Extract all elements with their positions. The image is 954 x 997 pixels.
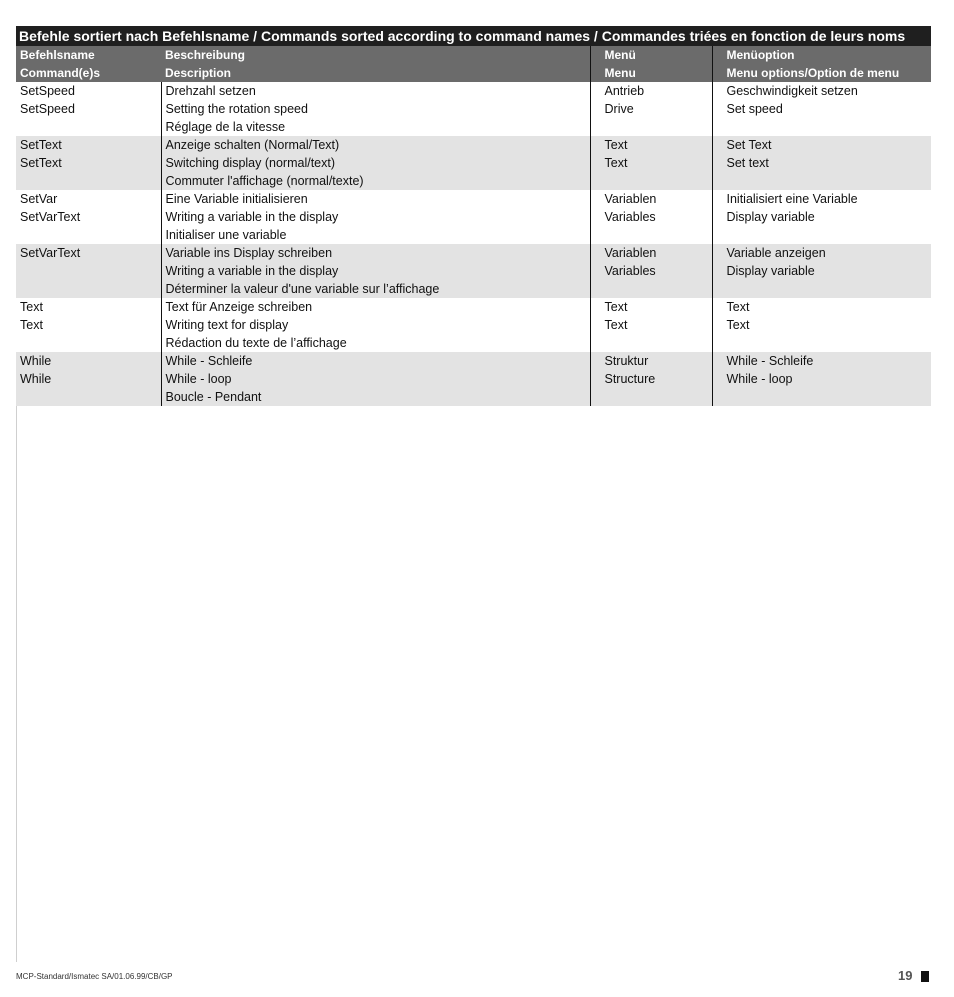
cell-line: Structure (604, 372, 656, 386)
cell-spacer (20, 280, 157, 298)
cell-line: SetVarText (20, 210, 81, 224)
cell-line: While - loop (165, 372, 232, 386)
table-header-row (16, 46, 931, 82)
cell-line: Text (604, 156, 628, 170)
cell-line: Text (604, 300, 628, 314)
header-line: Description (165, 66, 232, 80)
header-line: Befehlsname (20, 48, 95, 62)
header-description (161, 46, 590, 82)
cell-spacer (605, 334, 708, 352)
cell-line: Text (726, 300, 750, 314)
cell-spacer (727, 280, 928, 298)
page-number: 19 (898, 968, 913, 983)
cell-line: Struktur (604, 354, 649, 368)
cell-line: Geschwindigkeit setzen (726, 84, 858, 98)
cell-spacer (605, 226, 708, 244)
cell-line: While (20, 354, 52, 368)
cell-spacer (605, 118, 708, 136)
cell-spacer (605, 280, 708, 298)
cell-line: Text (604, 318, 628, 332)
cell-line: SetSpeed (20, 102, 75, 116)
menu-option-cell (712, 136, 931, 190)
cell-line: SetVarText (20, 246, 81, 260)
header-line: Menu options/Option de menu (726, 66, 900, 80)
cell-line: Text (20, 300, 43, 314)
table-row (16, 82, 931, 136)
cell-line: Variables (604, 210, 656, 224)
menu-cell (590, 82, 712, 136)
command-cell (16, 190, 161, 244)
cell-spacer (20, 226, 157, 244)
description-cell (161, 244, 590, 298)
cell-line: Set Text (726, 138, 772, 152)
cell-line: Commuter l'affichage (normal/texte) (165, 174, 364, 188)
document-reference: MCP-Standard/Ismatec SA/01.06.99/CB/GP (16, 972, 173, 981)
table-row (16, 136, 931, 190)
description-cell (161, 298, 590, 352)
cell-line: Display variable (726, 210, 815, 224)
menu-option-cell (712, 298, 931, 352)
cell-spacer (20, 118, 157, 136)
cell-line: Variable anzeigen (726, 246, 826, 260)
header-menu (590, 46, 712, 82)
cell-line: SetText (20, 138, 62, 152)
table-row (16, 298, 931, 352)
menu-cell (590, 244, 712, 298)
cell-line: Anzeige schalten (Normal/Text) (165, 138, 340, 152)
cell-line: While - loop (726, 372, 793, 386)
header-line: Menü (604, 48, 636, 62)
command-cell (16, 352, 161, 406)
menu-cell (590, 298, 712, 352)
cell-line: Text (604, 138, 628, 152)
page-marker-block (921, 971, 929, 982)
cell-line: SetVar (20, 192, 58, 206)
commands-table (16, 46, 931, 406)
description-cell (161, 136, 590, 190)
description-cell (161, 82, 590, 136)
header-menu-option (712, 46, 931, 82)
cell-spacer (727, 118, 928, 136)
cell-line: Set text (726, 156, 769, 170)
cell-line: Text für Anzeige schreiben (165, 300, 313, 314)
cell-line: Déterminer la valeur d'une variable sur l’affichage (165, 282, 440, 296)
header-line: Command(e)s (20, 66, 101, 80)
cell-line: Rédaction du texte de l’affichage (165, 336, 347, 350)
cell-line: Antrieb (604, 84, 645, 98)
cell-line: Drive (604, 102, 634, 116)
cell-line: While - Schleife (726, 354, 814, 368)
cell-spacer (20, 262, 157, 280)
cell-spacer (727, 334, 928, 352)
cell-spacer (20, 172, 157, 190)
cell-line: Text (20, 318, 43, 332)
cell-spacer (605, 388, 708, 406)
cell-line: Text (726, 318, 750, 332)
cell-line: Drehzahl setzen (165, 84, 256, 98)
cell-line: Set speed (726, 102, 783, 116)
cell-line: Variablen (604, 246, 657, 260)
table-title: Befehle sortiert nach Befehlsname / Commands sorted according to command names / Commandes triées en fonction de leurs noms (16, 26, 931, 46)
cell-line: While (20, 372, 52, 386)
cell-line: Boucle - Pendant (165, 390, 262, 404)
cell-line: SetSpeed (20, 84, 75, 98)
cell-spacer (605, 172, 708, 190)
header-line: Menu (604, 66, 636, 80)
cell-line: Setting the rotation speed (165, 102, 308, 116)
page-margin-rule (16, 406, 17, 962)
cell-line: Writing a variable in the display (165, 264, 339, 278)
table-row (16, 352, 931, 406)
cell-spacer (20, 388, 157, 406)
cell-line: Variables (604, 264, 656, 278)
table-row (16, 244, 931, 298)
cell-line: Writing text for display (165, 318, 289, 332)
menu-cell (590, 136, 712, 190)
command-cell (16, 244, 161, 298)
description-cell (161, 352, 590, 406)
cell-spacer (727, 172, 928, 190)
cell-line: Switching display (normal/text) (165, 156, 336, 170)
menu-cell (590, 190, 712, 244)
cell-spacer (20, 334, 157, 352)
menu-cell (590, 352, 712, 406)
cell-line: Display variable (726, 264, 815, 278)
cell-spacer (727, 226, 928, 244)
menu-option-cell (712, 352, 931, 406)
cell-line: Eine Variable initialisieren (165, 192, 308, 206)
cell-line: While - Schleife (165, 354, 253, 368)
command-cell (16, 82, 161, 136)
cell-line: Réglage de la vitesse (165, 120, 286, 134)
menu-option-cell (712, 82, 931, 136)
command-cell (16, 136, 161, 190)
header-line: Beschreibung (165, 48, 246, 62)
header-line: Menüoption (726, 48, 795, 62)
cell-line: Variable ins Display schreiben (165, 246, 333, 260)
command-cell (16, 298, 161, 352)
header-command (16, 46, 161, 82)
cell-spacer (727, 388, 928, 406)
menu-option-cell (712, 244, 931, 298)
menu-option-cell (712, 190, 931, 244)
cell-line: Variablen (604, 192, 657, 206)
cell-line: Initialiser une variable (165, 228, 287, 242)
table-row (16, 190, 931, 244)
cell-line: Initialisiert eine Variable (726, 192, 858, 206)
cell-line: SetText (20, 156, 62, 170)
description-cell (161, 190, 590, 244)
cell-line: Writing a variable in the display (165, 210, 339, 224)
